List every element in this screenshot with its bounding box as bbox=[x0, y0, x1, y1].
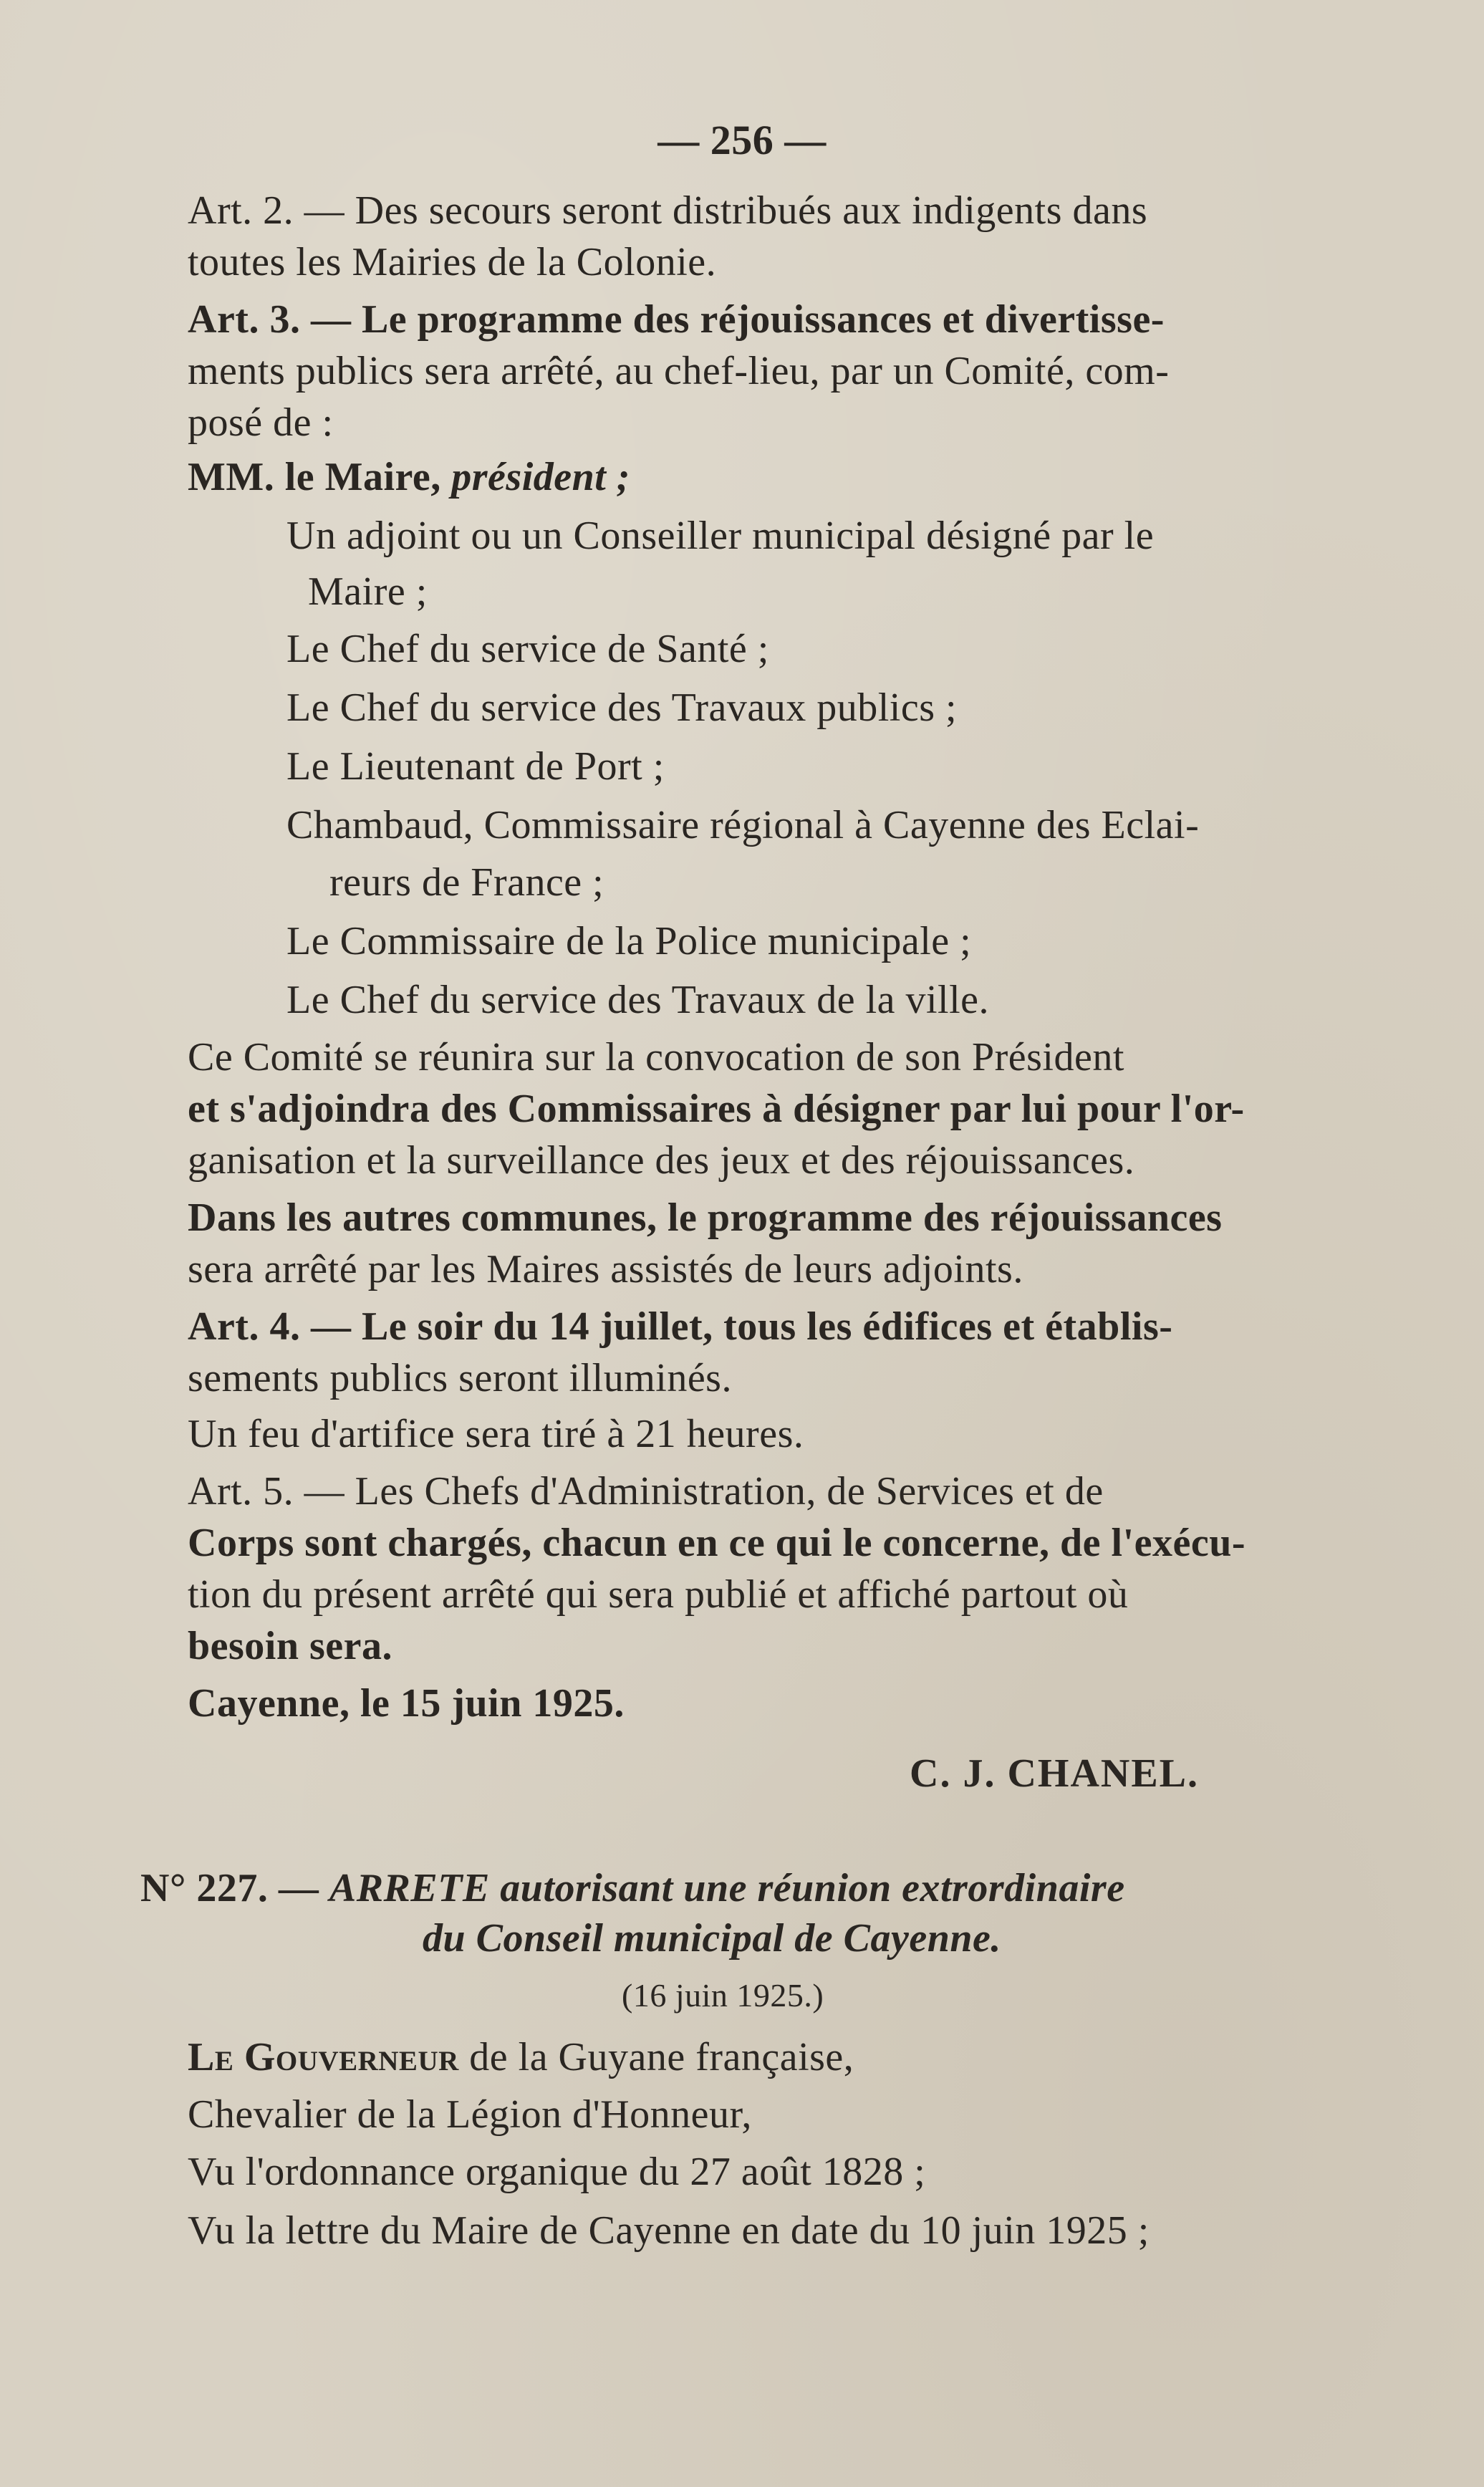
vu-line-2: Vu la lettre du Maire de Cayenne en date du 10 juin 1925 ; bbox=[188, 2208, 1150, 2253]
vu-line-1: Vu l'ordonnance organique du 27 août 1828 ; bbox=[188, 2150, 926, 2194]
committee-member: Le Chef du service des Travaux de la ville. bbox=[286, 978, 990, 1022]
committee-member: Le Chef du service des Travaux publics ; bbox=[286, 686, 958, 730]
comite-line3: ganisation et la surveillance des jeux et des réjouissances. bbox=[188, 1138, 1135, 1183]
decree-date: (16 juin 1925.) bbox=[622, 1977, 824, 2014]
comite-line1: Ce Comité se réunira sur la convocation de son Président bbox=[188, 1035, 1124, 1079]
governor-rest: de la Guyane française, bbox=[469, 2035, 854, 2079]
committee-member: Le Chef du service de Santé ; bbox=[286, 627, 769, 671]
decree-header bbox=[140, 1862, 1125, 1914]
place-date: Cayenne, le 15 juin 1925. bbox=[188, 1681, 625, 1726]
mm-prefix: MM. le Maire, bbox=[188, 455, 441, 499]
art4-line1: Art. 4. — Le soir du 14 juillet, tous les édifices et établis- bbox=[188, 1304, 1173, 1349]
art3-line1: Art. 3. — Le programme des réjouissances et divertisse- bbox=[188, 297, 1165, 342]
communes-line1: Dans les autres communes, le programme des réjouissances bbox=[188, 1196, 1223, 1240]
committee-member: Maire ; bbox=[308, 569, 428, 614]
committee-member: reurs de France ; bbox=[329, 860, 604, 905]
art3-line3: posé de : bbox=[188, 400, 334, 445]
art5-line3: tion du présent arrêté qui sera publié et affiché partout où bbox=[188, 1572, 1129, 1617]
committee-member: Le Lieutenant de Port ; bbox=[286, 744, 665, 789]
art5-line2: Corps sont chargés, chacun en ce qui le concerne, de l'exécu- bbox=[188, 1521, 1246, 1565]
mm-role: président ; bbox=[451, 455, 630, 499]
decree-title-line2: du Conseil municipal de Cayenne. bbox=[423, 1916, 1001, 1961]
decree-number: N° 227. — bbox=[140, 1866, 319, 1910]
committee-member: Le Commissaire de la Police municipale ; bbox=[286, 919, 972, 963]
chevalier-line: Chevalier de la Légion d'Honneur, bbox=[188, 2092, 752, 2137]
comite-line2: et s'adjoindra des Commissaires à désigner par lui pour l'or- bbox=[188, 1087, 1245, 1131]
committee-president-line bbox=[188, 451, 630, 503]
art2-line1: Art. 2. — Des secours seront distribués aux indigents dans bbox=[188, 188, 1148, 233]
art5-line4: besoin sera. bbox=[188, 1624, 392, 1668]
page-number: — 256 — bbox=[657, 117, 827, 163]
communes-line2: sera arrêté par les Maires assistés de leurs adjoints. bbox=[188, 1247, 1023, 1291]
committee-member: Chambaud, Commissaire régional à Cayenne des Eclai- bbox=[286, 803, 1200, 847]
governor-line bbox=[188, 2031, 854, 2083]
art2-line2: toutes les Mairies de la Colonie. bbox=[188, 240, 717, 284]
art4-line3: Un feu d'artifice sera tiré à 21 heures. bbox=[188, 1412, 804, 1456]
signature: C. J. CHANEL. bbox=[910, 1751, 1200, 1796]
art5-line1: Art. 5. — Les Chefs d'Administration, de Services et de bbox=[188, 1469, 1104, 1514]
decree-title-line1: ARRETE autorisant une réunion extrordinaire bbox=[329, 1866, 1125, 1910]
committee-member: Un adjoint ou un Conseiller municipal désigné par le bbox=[286, 514, 1155, 558]
art4-line2: sements publics seront illuminés. bbox=[188, 1356, 732, 1400]
art3-line2: ments publics sera arrêté, au chef-lieu, par un Comité, com- bbox=[188, 349, 1170, 393]
governor-title: Le Gouverneur bbox=[188, 2035, 459, 2079]
